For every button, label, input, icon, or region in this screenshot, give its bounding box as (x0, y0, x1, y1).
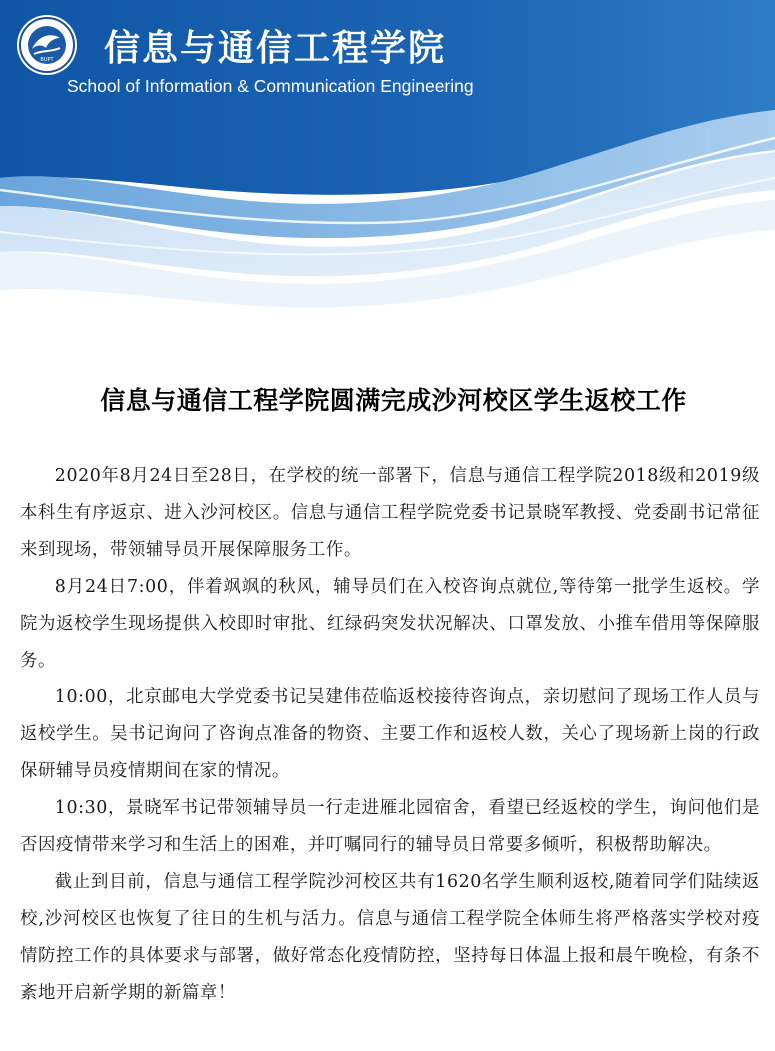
college-name-en: School of Information & Communication Engineering (67, 76, 474, 96)
paragraph-3: 10:00，北京邮电大学党委书记吴建伟莅临返校接待咨询点，亲切慰问了现场工作人员与返校学生。吴书记询问了咨询点准备的物资、主要工作和返校人数，关心了现场新上岗的行政保研辅导员疫情期间在家的情况。 (20, 687, 760, 782)
paragraph-4: 10:30，景晓军书记带领辅导员一行走进雁北园宿舍，看望已经返校的学生，询问他们是否因疫情带来学习和生活上的困难，并叮嘱同行的辅导员日常要多倾听，积极帮助解决。 (20, 798, 760, 856)
svg-text:BUPT: BUPT (40, 57, 54, 63)
paragraph-2: 8月24日7:00，伴着飒飒的秋风，辅导员们在入校咨询点就位,等待第一批学生返校。学院为返校学生现场提供入校即时审批、红绿码突发状况解决、口罩发放、小推车借用等保障服务。 (20, 576, 760, 671)
article-title: 信息与通信工程学院圆满完成沙河校区学生返校工作 (100, 385, 687, 415)
header-banner (0, 0, 775, 330)
paragraph-1: 2020年8月24日至28日，在学校的统一部署下，信息与通信工程学院2018级和2019级本科生有序返京、进入沙河校区。信息与通信工程学院党委书记景晓军教授、党委副书记常征来到现场，带领辅导员开展保障服务工作。 (20, 466, 760, 560)
paragraph-5: 截止到目前，信息与通信工程学院沙河校区共有1620名学生顺利返校,随着同学们陆续返校,沙河校区也恢复了往日的生机与活力。信息与通信工程学院全体师生将严格落实学校对疫情防控工作的具体要求与部署，做好常态化疫情防控，坚持每日体温上报和晨午晚检，有条不紊地开启新学期的新篇章！ (20, 871, 760, 1003)
article-body (20, 458, 760, 1012)
college-logo (16, 14, 78, 76)
college-name-cn: 信息与通信工程学院 (104, 27, 447, 69)
